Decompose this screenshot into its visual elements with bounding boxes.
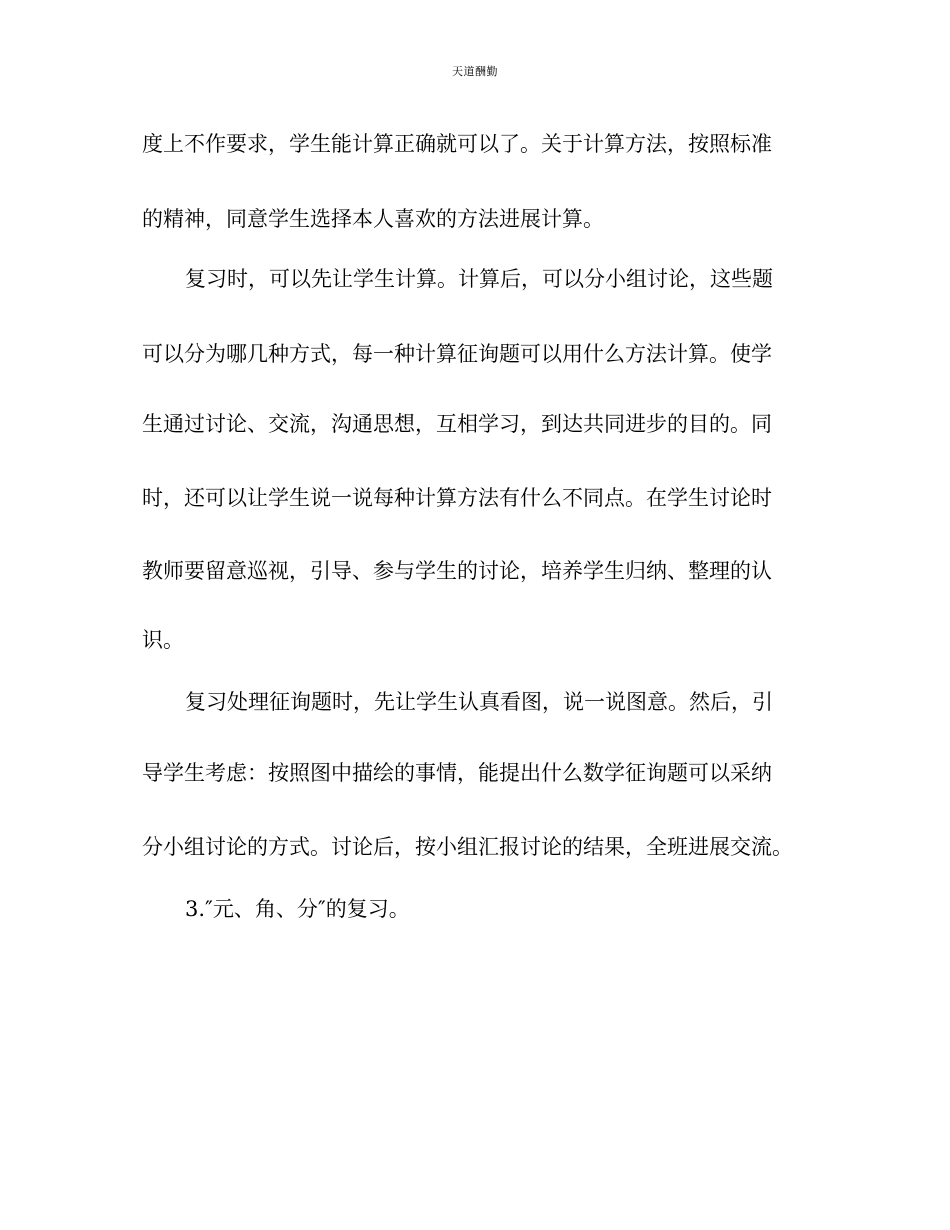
paragraph-line: 复习时，可以先让学生计算。计算后，可以分小组讨论，这些题 xyxy=(185,267,773,291)
paragraph-line: 生通过讨论、交流，沟通思想，互相学习，到达共同进步的目的。同 xyxy=(142,412,772,436)
paragraph-line: 的精神，同意学生选择本人喜欢的方法进展计算。 xyxy=(142,207,604,231)
paragraph-line: 复习处理征询题时，先让学生认真看图，说一说图意。然后，引 xyxy=(185,690,773,714)
paragraph-line: 分小组讨论的方式。讨论后，按小组汇报讨论的结果，全班进展交流。 xyxy=(142,835,793,859)
paragraph-line: 教师要留意巡视，引导、参与学生的讨论，培养学生归纳、整理的认 xyxy=(142,559,772,583)
page-header: 天道酬勤 xyxy=(452,65,498,78)
paragraph-line: 时，还可以让学生说一说每种计算方法有什么不同点。在学生讨论时 xyxy=(142,486,772,510)
paragraph-line: 可以分为哪几种方式，每一种计算征询题可以用什么方法计算。使学 xyxy=(142,342,772,366)
paragraph-line: 度上不作要求，学生能计算正确就可以了。关于计算方法，按照标准 xyxy=(142,132,772,156)
section-heading: 3.″元、角、分″的复习。 xyxy=(185,897,410,921)
paragraph-line: 识。 xyxy=(142,628,184,652)
paragraph-line: 导学生考虑：按照图中描绘的事情，能提出什么数学征询题可以采纳 xyxy=(142,761,772,785)
